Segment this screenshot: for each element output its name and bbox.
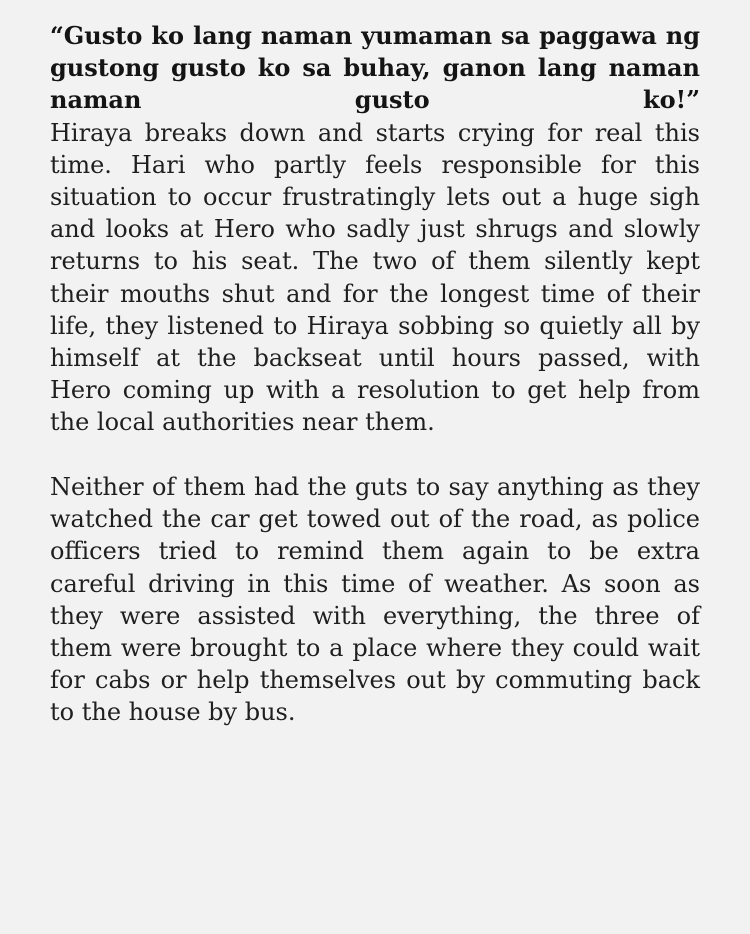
paragraph-1: Hiraya breaks down and starts crying for real this time. Hari who partly feels responsible for this situation to occur frustratingly lets out a huge sigh and looks at Hero who sadly just shrugs and slowly returns to his seat. The two of them silently kept their mouths shut and for the longest time of their life, they listened to Hiraya sobbing so quietly all by himself at the backseat until hours passed, with Hero coming up with a resolution to get help from the local authorities near them.: [50, 118, 700, 437]
document-page: [50, 20, 700, 729]
dialogue-quote: “Gusto ko lang naman yumaman sa paggawa ng gustong gusto ko sa buhay, ganon lang naman naman gusto ko!”: [50, 21, 700, 115]
paragraph-2: Neither of them had the guts to say anything as they watched the car get towed out of the road, as police officers tried to remind them again to be extra careful driving in this time of weather. As soon as they were assisted with everything, the three of them were brought to a place where they could wait for cabs or help themselves out by commuting back to the house by bus.: [50, 473, 700, 727]
